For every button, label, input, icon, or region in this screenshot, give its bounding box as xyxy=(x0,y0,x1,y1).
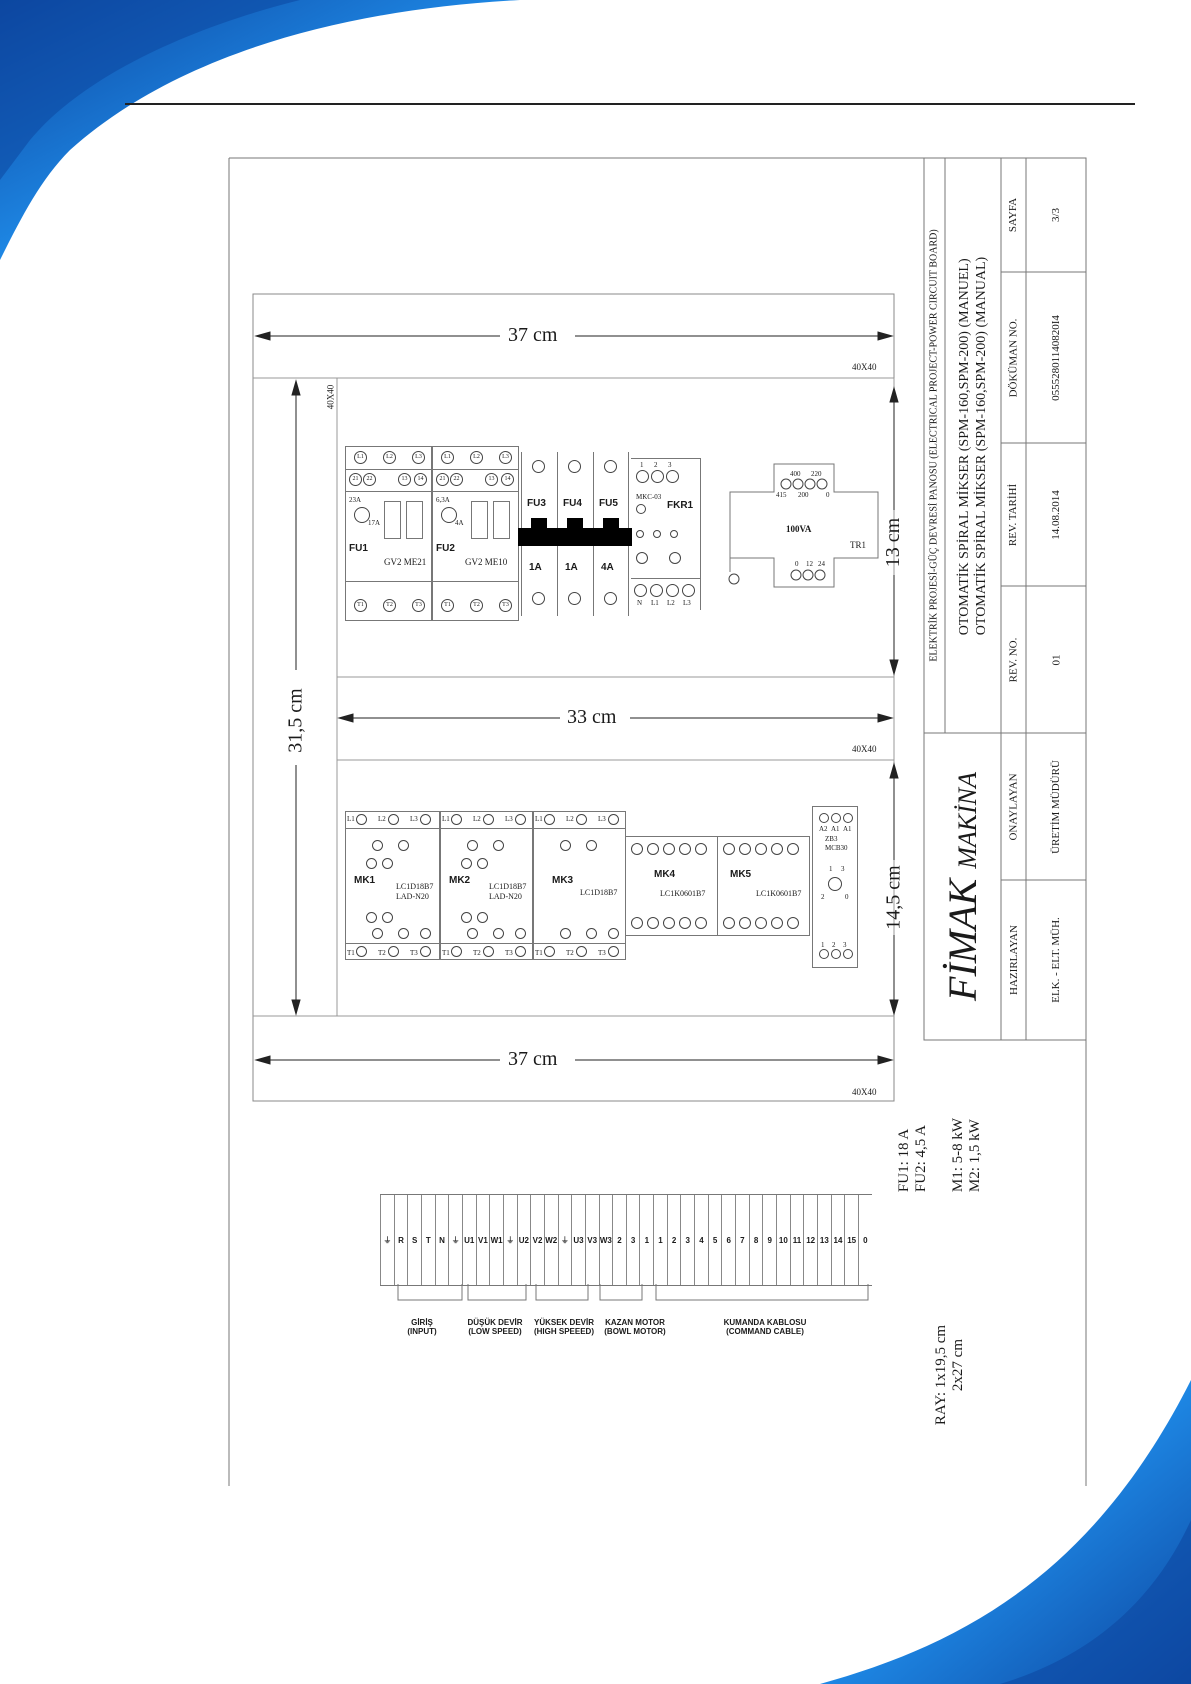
dim-width-inner: 33 cm xyxy=(567,706,617,728)
terminal-block: 1 xyxy=(639,1195,653,1285)
terminal: T2 xyxy=(383,599,396,612)
terminal-block: 4 xyxy=(694,1195,708,1285)
led-icon xyxy=(653,530,661,538)
terminal-label: T2 xyxy=(566,949,574,957)
range-label: 6,3A xyxy=(436,496,450,504)
terminal-group-brackets xyxy=(380,1284,880,1308)
device-label: MK4 xyxy=(654,869,676,880)
terminal-label: 12 xyxy=(806,560,813,568)
terminal-label: T3 xyxy=(505,949,513,957)
terminal: L3 xyxy=(499,451,512,464)
terminal-block: 13 xyxy=(817,1195,831,1285)
terminal-label: T1 xyxy=(535,949,543,957)
fu2-breaker xyxy=(432,446,519,621)
terminal-block: U1 xyxy=(462,1195,476,1285)
terminal-group xyxy=(392,1318,452,1336)
terminal-block: ⏚ xyxy=(380,1195,394,1285)
terminal-block: 5 xyxy=(708,1195,722,1285)
terminal: T3 xyxy=(499,599,512,612)
terminal-label: N xyxy=(637,599,643,607)
device-model: MKC-03 xyxy=(636,493,662,501)
terminal xyxy=(666,470,679,483)
panel-outline xyxy=(253,294,894,1101)
dim-height-lower: 14,5 cm xyxy=(882,865,905,930)
toggle-icon xyxy=(384,501,401,539)
terminal: T3 xyxy=(412,599,425,612)
title-line-2: OTOMATİK SPİRAL MİKSER (SPM-160,SPM-200) (MANUAL) xyxy=(974,256,990,635)
note-fu2: FU2: 4,5 A xyxy=(912,1124,929,1193)
device-label: TR1 xyxy=(850,540,867,550)
terminal-label: A2 xyxy=(819,825,828,833)
terminal-block: ⏚ xyxy=(503,1195,517,1285)
terminal: 13 xyxy=(398,473,411,486)
group-title: KAZAN MOTOR xyxy=(605,1318,665,1327)
group-subtitle: (LOW SPEED) xyxy=(468,1327,522,1336)
terminal-block: 0 xyxy=(858,1195,872,1285)
terminal: T2 xyxy=(470,599,483,612)
dim-height-upper: 13 cm xyxy=(882,517,905,568)
terminal: L2 xyxy=(470,451,483,464)
switch-position: 2 xyxy=(821,893,825,901)
company-logo xyxy=(939,772,986,1001)
terminal-group xyxy=(700,1318,830,1336)
tb-value: ELK. - ELT. MÜH. xyxy=(1050,917,1063,1003)
fuse-terminal xyxy=(604,592,617,605)
terminal-group xyxy=(600,1318,670,1336)
terminal xyxy=(651,470,664,483)
terminal: 21 xyxy=(349,473,362,486)
range-label: 23A xyxy=(349,496,362,504)
tb-value: 05552801140820I4 xyxy=(1050,314,1063,401)
note-m2: M2: 1,5 kW xyxy=(966,1119,983,1193)
terminal-block: 3 xyxy=(626,1195,640,1285)
device-label: FU1 xyxy=(349,543,368,554)
terminal xyxy=(650,584,663,597)
terminal-block: 6 xyxy=(721,1195,735,1285)
device-model: LC1K0601B7 xyxy=(660,889,706,898)
terminal xyxy=(634,584,647,597)
terminal-label: L2 xyxy=(473,815,481,823)
terminal-block: V2 xyxy=(530,1195,544,1285)
fuse-rating: 1A xyxy=(565,562,578,573)
terminal: T1 xyxy=(354,599,367,612)
mk3-contactor xyxy=(533,811,626,960)
title-line-1: OTOMATİK SPİRAL MİKSER (SPM-160,SPM-200) (MANUEL) xyxy=(957,257,973,635)
terminal-group xyxy=(528,1318,600,1336)
terminal-block: 12 xyxy=(803,1195,817,1285)
terminal-block: V3 xyxy=(585,1195,599,1285)
terminal-label: L2 xyxy=(667,599,675,607)
note-ray: 2x27 cm xyxy=(950,1339,967,1392)
duct-label: 40X40 xyxy=(852,1087,877,1097)
device-label: ZB3 xyxy=(825,835,838,843)
terminal-label: 1 xyxy=(640,461,644,469)
fuse-rating: 4A xyxy=(601,562,614,573)
terminal-label: 0 xyxy=(795,560,799,568)
terminal-block: S xyxy=(407,1195,421,1285)
terminal-label: 400 xyxy=(790,470,801,478)
terminal-label: 200 xyxy=(798,491,809,499)
title-block-title: ELEKTRİK PROJESİ-GÜÇ DEVRESİ PANOSU (ELECTRICAL PROJECT-POWER CIRCUIT BOARD) xyxy=(929,229,940,662)
terminal-label: 220 xyxy=(811,470,822,478)
terminal: 14 xyxy=(414,473,427,486)
terminal: L1 xyxy=(354,451,367,464)
terminal-label: T1 xyxy=(347,949,355,957)
mk4-contactor xyxy=(626,836,718,936)
terminal-label: L3 xyxy=(683,599,691,607)
group-title: YÜKSEK DEVİR xyxy=(533,1318,594,1327)
terminal-label: L2 xyxy=(566,815,574,823)
terminal-label: L1 xyxy=(442,815,450,823)
terminal-label: L3 xyxy=(598,815,606,823)
mk1-contactor xyxy=(345,811,440,960)
terminal-label: T2 xyxy=(378,949,386,957)
fu1-breaker xyxy=(345,446,432,621)
terminal-block: 8 xyxy=(749,1195,763,1285)
terminal-label: L1 xyxy=(347,815,355,823)
terminal-block: W1 xyxy=(489,1195,503,1285)
device-model: MCB30 xyxy=(825,844,848,852)
terminal-block: 7 xyxy=(735,1195,749,1285)
fuse-holders xyxy=(521,452,629,616)
device-aux: LAD-N20 xyxy=(489,892,522,901)
fuse-terminal xyxy=(568,460,581,473)
terminal: 22 xyxy=(450,473,463,486)
device-model: LC1D18B7 xyxy=(580,888,618,897)
terminal-label: 3 xyxy=(668,461,672,469)
terminal-label: T3 xyxy=(598,949,606,957)
led-icon xyxy=(636,530,644,538)
zb3-selector-switch xyxy=(812,806,858,968)
terminal-block: W3 xyxy=(599,1195,613,1285)
terminal-label: T1 xyxy=(442,949,450,957)
device-model: GV2 ME21 xyxy=(384,557,427,567)
terminal-label: 0 xyxy=(826,491,830,499)
terminal: 21 xyxy=(436,473,449,486)
terminal-block: ⏚ xyxy=(448,1195,462,1285)
terminal-block: 2 xyxy=(612,1195,626,1285)
terminal xyxy=(682,584,695,597)
fuse-label: FU3 xyxy=(527,498,546,509)
rotary-switch-icon xyxy=(828,877,842,891)
terminal-block: 11 xyxy=(790,1195,804,1285)
mk2-contactor xyxy=(440,811,533,960)
terminal-block: 10 xyxy=(776,1195,790,1285)
group-title: GİRİŞ xyxy=(411,1318,433,1327)
terminal xyxy=(666,584,679,597)
group-subtitle: (BOWL MOTOR) xyxy=(604,1327,666,1336)
fuse-terminal xyxy=(604,460,617,473)
led-icon xyxy=(670,530,678,538)
duct-label: 40X40 xyxy=(325,384,335,410)
dim-height-total: 31,5 cm xyxy=(284,687,307,753)
group-subtitle: (INPUT) xyxy=(407,1327,437,1336)
note-fu1: FU1: 18 A xyxy=(895,1128,912,1193)
fuse-label: FU4 xyxy=(563,498,582,509)
range-label: 4A xyxy=(455,519,464,527)
terminal-label: T2 xyxy=(473,949,481,957)
terminal: 22 xyxy=(363,473,376,486)
group-title: DÜŞÜK DEVİR xyxy=(467,1318,523,1327)
terminal-label: A1 xyxy=(843,825,852,833)
device-label: MK5 xyxy=(730,869,752,880)
fuse-label: FU5 xyxy=(599,498,618,509)
tb-value: ÜRETİM MÜDÜRÜ xyxy=(1050,759,1062,854)
terminal-block: U3 xyxy=(571,1195,585,1285)
dial-icon xyxy=(669,552,681,564)
group-title: KUMANDA KABLOSU xyxy=(723,1318,807,1327)
note-ray: RAY: 1x19,5 cm xyxy=(933,1324,950,1426)
switch-position: 0 xyxy=(845,893,849,901)
terminal-label: 3 xyxy=(843,941,847,949)
dim-width-bottom: 37 cm xyxy=(508,1048,558,1070)
terminal-label: 415 xyxy=(776,491,787,499)
toggle-icon xyxy=(406,501,423,539)
logo-text: FİMAK xyxy=(940,878,986,1001)
mk5-contactor xyxy=(718,836,810,936)
terminal-block: ⏚ xyxy=(558,1195,572,1285)
terminal-block: W2 xyxy=(544,1195,558,1285)
device-label: MK2 xyxy=(449,875,471,886)
tb-value: 3/3 xyxy=(1050,207,1062,223)
fkr1-phase-relay xyxy=(631,458,701,610)
device-label: MK3 xyxy=(552,875,574,886)
terminal-block: U2 xyxy=(517,1195,531,1285)
toggle-icon xyxy=(471,501,488,539)
switch-position: 1 xyxy=(829,865,833,873)
logo-text: MAKİNA xyxy=(953,772,983,869)
terminal-block: N xyxy=(435,1195,449,1285)
duct-label: 40X40 xyxy=(852,744,877,754)
fuse-terminal xyxy=(568,592,581,605)
group-subtitle: (HIGH SPEEED) xyxy=(533,1327,594,1336)
fuse-terminal xyxy=(532,460,545,473)
terminal: L2 xyxy=(383,451,396,464)
terminal-block: 9 xyxy=(762,1195,776,1285)
tb-header: REV. NO. xyxy=(1007,637,1020,682)
tb-header: HAZIRLAYAN xyxy=(1007,925,1020,995)
terminal-label: L1 xyxy=(651,599,659,607)
terminal-block: 1 xyxy=(653,1195,667,1285)
tb-header: SAYFA xyxy=(1007,197,1020,233)
terminal: L3 xyxy=(412,451,425,464)
tb-header: DÖKÜMAN NO. xyxy=(1007,318,1020,397)
dial-icon xyxy=(636,552,648,564)
terminal-label: L3 xyxy=(505,815,513,823)
terminal-group xyxy=(460,1318,530,1336)
terminal-label: 2 xyxy=(654,461,658,469)
terminal-block: V1 xyxy=(476,1195,490,1285)
group-subtitle: (COMMAND CABLE) xyxy=(726,1327,804,1336)
terminal: 13 xyxy=(485,473,498,486)
range-label: 17A xyxy=(368,519,381,527)
note-m1: M1: 5-8 kW xyxy=(949,1117,966,1193)
terminal-label: L3 xyxy=(410,815,418,823)
device-aux: LAD-N20 xyxy=(396,892,429,901)
terminal-block: 3 xyxy=(680,1195,694,1285)
din-rail-bar xyxy=(518,528,632,546)
terminal xyxy=(636,470,649,483)
terminal-block: T xyxy=(421,1195,435,1285)
terminal-strip xyxy=(380,1194,872,1286)
terminal-block: R xyxy=(394,1195,408,1285)
device-label: MK1 xyxy=(354,875,376,886)
terminal-block: 14 xyxy=(831,1195,845,1285)
terminal-block: 15 xyxy=(844,1195,858,1285)
dial-icon xyxy=(636,504,646,514)
toggle-icon xyxy=(493,501,510,539)
terminal-label: 2 xyxy=(832,941,836,949)
device-model: GV2 ME10 xyxy=(465,557,508,567)
tb-header: ONAYLAYAN xyxy=(1007,772,1020,841)
terminal-label: L1 xyxy=(535,815,543,823)
tb-value: 01 xyxy=(1050,654,1062,665)
terminal: T1 xyxy=(441,599,454,612)
terminal: 14 xyxy=(501,473,514,486)
transformer-power: 100VA xyxy=(786,524,812,534)
switch-position: 3 xyxy=(841,865,845,873)
duct-label: 40X40 xyxy=(852,362,877,372)
dim-width-top: 37 cm xyxy=(508,324,558,346)
terminal-label: L2 xyxy=(378,815,386,823)
device-model: LC1K0601B7 xyxy=(756,889,802,898)
terminal-label: 24 xyxy=(818,560,825,568)
tb-value: 14.08.2014 xyxy=(1050,489,1062,540)
device-label: FKR1 xyxy=(667,500,694,511)
device-model: LC1D18B7 xyxy=(489,882,527,891)
terminal-block: 2 xyxy=(667,1195,681,1285)
fuse-rating: 1A xyxy=(529,562,542,573)
terminal: L1 xyxy=(441,451,454,464)
terminal-label: A1 xyxy=(831,825,840,833)
fuse-terminal xyxy=(532,592,545,605)
device-label: FU2 xyxy=(436,543,455,554)
terminal-label: 1 xyxy=(821,941,825,949)
device-model: LC1D18B7 xyxy=(396,882,434,891)
tb-header: REV. TARİHİ xyxy=(1007,483,1020,546)
terminal-label: T3 xyxy=(410,949,418,957)
